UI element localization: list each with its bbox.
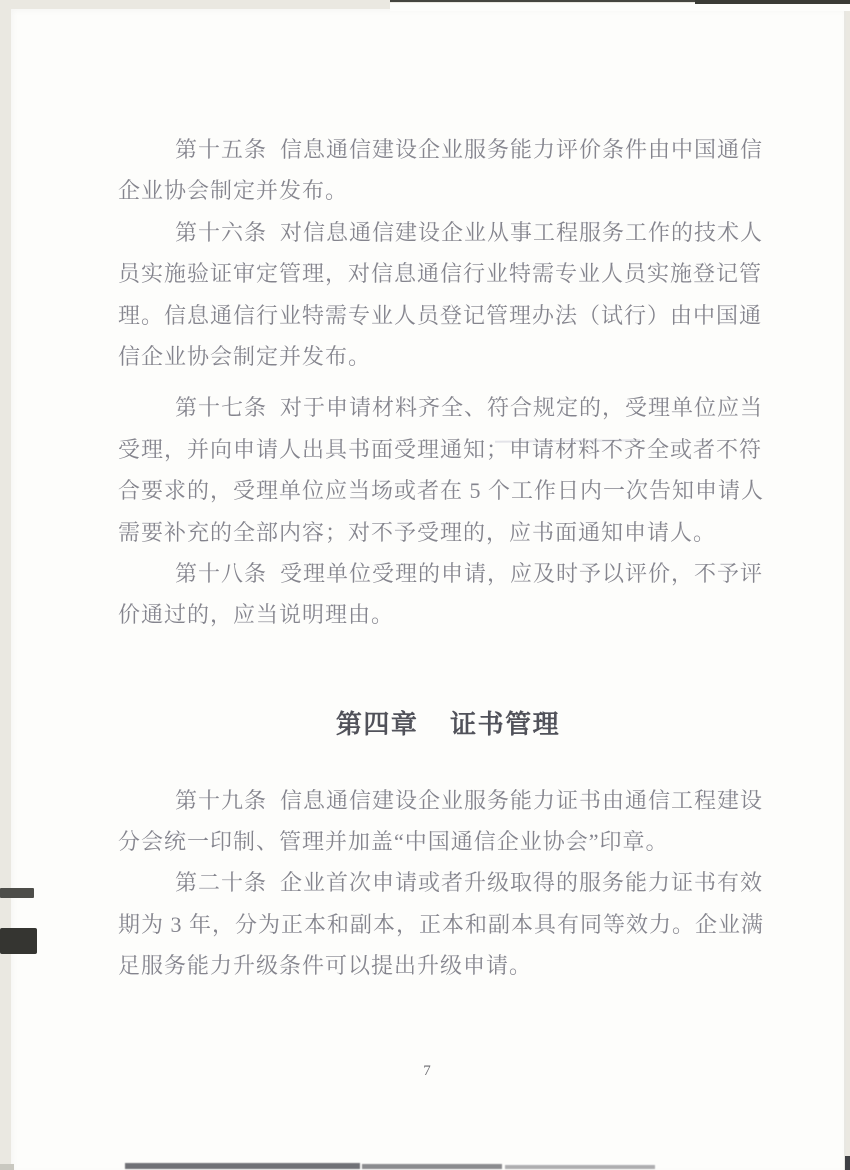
text-line: 第十八条 受理单位受理的申请，应及时予以评价，不予评 <box>175 560 764 586</box>
text-line: 分会统一印制、管理并加盖“中国通信企业协会”印章。 <box>118 829 669 855</box>
paragraph <box>118 862 778 986</box>
text-line: 足服务能力升级条件可以提出升级申请。 <box>118 953 533 979</box>
text-line: 期为 3 年，分为正本和副本，正本和副本具有同等效力。企业满 <box>118 911 765 937</box>
scan-artifact-left-blob <box>0 928 37 954</box>
paragraph <box>118 553 778 636</box>
document-content <box>118 129 778 987</box>
scan-artifact-bottom-strip <box>505 1165 655 1169</box>
text-line: 第十五条 信息通信建设企业服务能力评价条件由中国通信 <box>175 137 764 162</box>
scan-artifact-bottom-right <box>845 1156 850 1170</box>
page-number: 7 <box>423 1063 432 1079</box>
text-line: 合要求的，受理单位应当场或者在 5 个工作日内一次告知申请人 <box>118 478 765 504</box>
paper-edge <box>390 3 850 11</box>
paragraph <box>118 387 778 553</box>
paragraph <box>118 780 778 863</box>
text-line: 企业协会制定并发布。 <box>118 178 349 204</box>
paragraph <box>118 129 778 212</box>
text-line: 需要补充的全部内容；对不予受理的，应书面通知申请人。 <box>118 519 717 545</box>
text-line: 受理，并向申请人出具书面受理通知；申请材料不齐全或者不符 <box>118 436 763 462</box>
text-line: 第十六条 对信息通信建设企业从事工程服务工作的技术人 <box>175 219 764 245</box>
text-line: 员实施验证审定管理，对信息通信行业特需专业人员实施登记管 <box>118 261 763 287</box>
scan-artifact-bottom-strip <box>362 1164 502 1169</box>
text-line: 第十七条 对于申请材料齐全、符合规定的，受理单位应当 <box>175 395 764 421</box>
chapter-heading: 第四章 证书管理 <box>335 709 561 740</box>
text-line: 第十九条 信息通信建设企业服务能力证书由通信工程建设 <box>175 787 764 813</box>
scan-artifact-bottom-left <box>0 1164 14 1170</box>
scan-artifact-bottom-strip <box>125 1163 360 1169</box>
text-line: 价通过的，应当说明理由。 <box>118 602 395 628</box>
paragraph <box>118 212 778 378</box>
text-line: 第二十条 企业首次申请或者升级取得的服务能力证书有效 <box>175 870 764 896</box>
text-line: 信企业协会制定并发布。 <box>118 343 372 369</box>
text-line: 理。信息通信行业特需专业人员登记管理办法（试行）由中国通 <box>118 302 763 328</box>
scan-artifact-left-mark <box>0 888 34 898</box>
scan-artifact-top-line-thick <box>695 0 850 4</box>
